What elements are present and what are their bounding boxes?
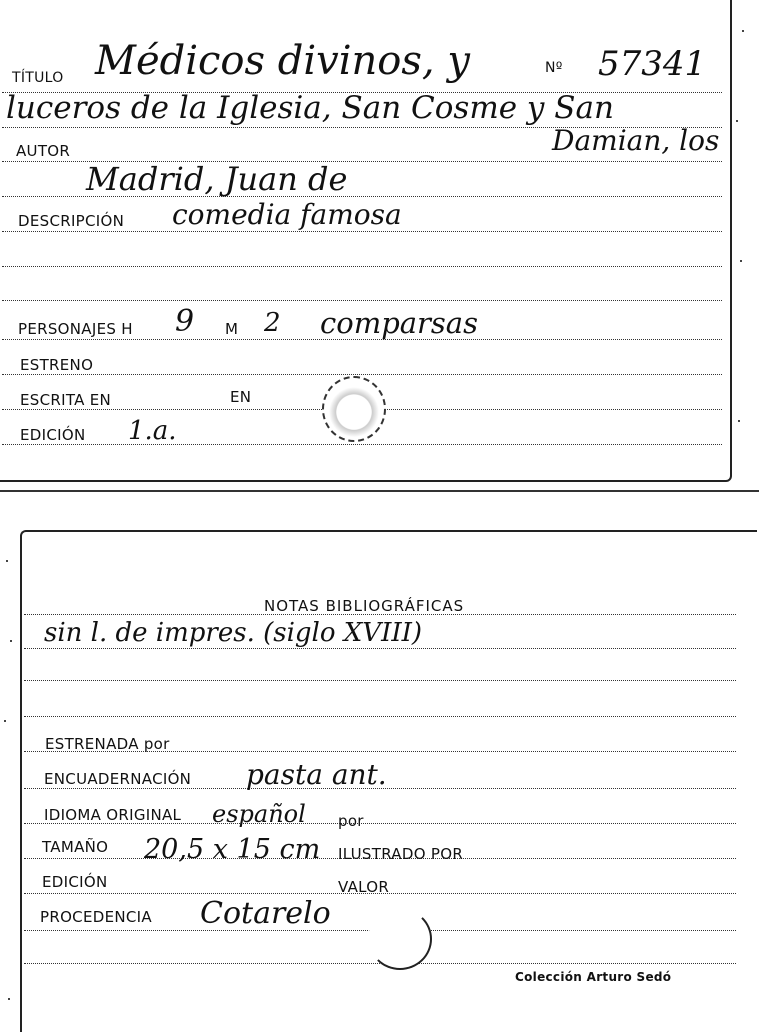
edicion-back-label: EDICIÓN <box>42 873 108 891</box>
estrenada-label: ESTRENADA por <box>45 735 170 753</box>
punch-hole <box>368 908 432 970</box>
personajes-label: PERSONAJES H <box>18 320 133 338</box>
scan-speck <box>4 720 6 722</box>
rule-line <box>24 680 736 681</box>
rule-line <box>24 648 736 649</box>
scan-speck <box>740 260 742 262</box>
scan-speck <box>736 120 738 122</box>
edicion-label: EDICIÓN <box>20 426 86 444</box>
notas-handwritten: sin l. de impres. (siglo XVIII) <box>44 618 423 648</box>
personajes-m-handwritten: 2 <box>264 308 281 338</box>
scan-cut-line <box>0 490 759 492</box>
idioma-handwritten: español <box>212 800 306 828</box>
punch-hole <box>322 376 386 442</box>
tamano-handwritten: 20,5 x 15 cm <box>144 834 321 865</box>
coleccion-label: Colección Arturo Sedó <box>515 970 672 984</box>
valor-label: VALOR <box>338 878 390 896</box>
rule-line <box>2 231 722 232</box>
scan-speck <box>738 420 740 422</box>
descripcion-handwritten: comedia famosa <box>172 198 402 231</box>
personajes-extra-handwritten: comparsas <box>320 306 478 340</box>
escrita-label: ESCRITA EN <box>20 391 112 409</box>
en-label: EN <box>230 388 252 406</box>
tamano-label: TAMAÑO <box>42 838 109 856</box>
idioma-por-label: por <box>338 812 364 830</box>
scan-speck <box>6 560 8 562</box>
descripcion-label: DESCRIPCIÓN <box>18 212 125 230</box>
autor-label: AUTOR <box>16 142 71 160</box>
titulo-label: TÍTULO <box>12 70 64 86</box>
rule-line <box>2 374 722 375</box>
procedencia-handwritten: Cotarelo <box>200 896 331 931</box>
personajes-h-handwritten: 9 <box>175 304 195 339</box>
ilustrado-label: ILUSTRADO POR <box>338 845 464 863</box>
autor-handwritten: Madrid, Juan de <box>86 160 348 198</box>
titulo-handwritten: Médicos divinos, y <box>95 38 470 84</box>
rule-line <box>2 444 722 445</box>
titulo-line2-handwritten: luceros de la Iglesia, San Cosme y San <box>6 90 614 126</box>
scan-speck <box>8 998 10 1000</box>
notas-label: NOTAS BIBLIOGRÁFICAS <box>264 597 465 615</box>
numero-handwritten: 57341 <box>598 44 707 84</box>
titulo-line3-handwritten: Damian, los <box>552 124 720 157</box>
encuadernacion-label: ENCUADERNACIÓN <box>44 770 192 788</box>
encuadernacion-handwritten: pasta ant. <box>246 758 387 791</box>
numero-label: Nº <box>545 60 563 76</box>
rule-line <box>2 266 722 267</box>
procedencia-label: PROCEDENCIA <box>40 908 152 926</box>
personajes-m-label: M <box>225 320 239 338</box>
rule-line <box>2 300 722 301</box>
edicion-handwritten: 1.a. <box>128 416 177 446</box>
rule-line <box>24 716 736 717</box>
idioma-label: IDIOMA ORIGINAL <box>44 806 182 824</box>
estreno-label: ESTRENO <box>20 356 94 374</box>
scan-speck <box>742 30 744 32</box>
scan-speck <box>10 640 12 642</box>
